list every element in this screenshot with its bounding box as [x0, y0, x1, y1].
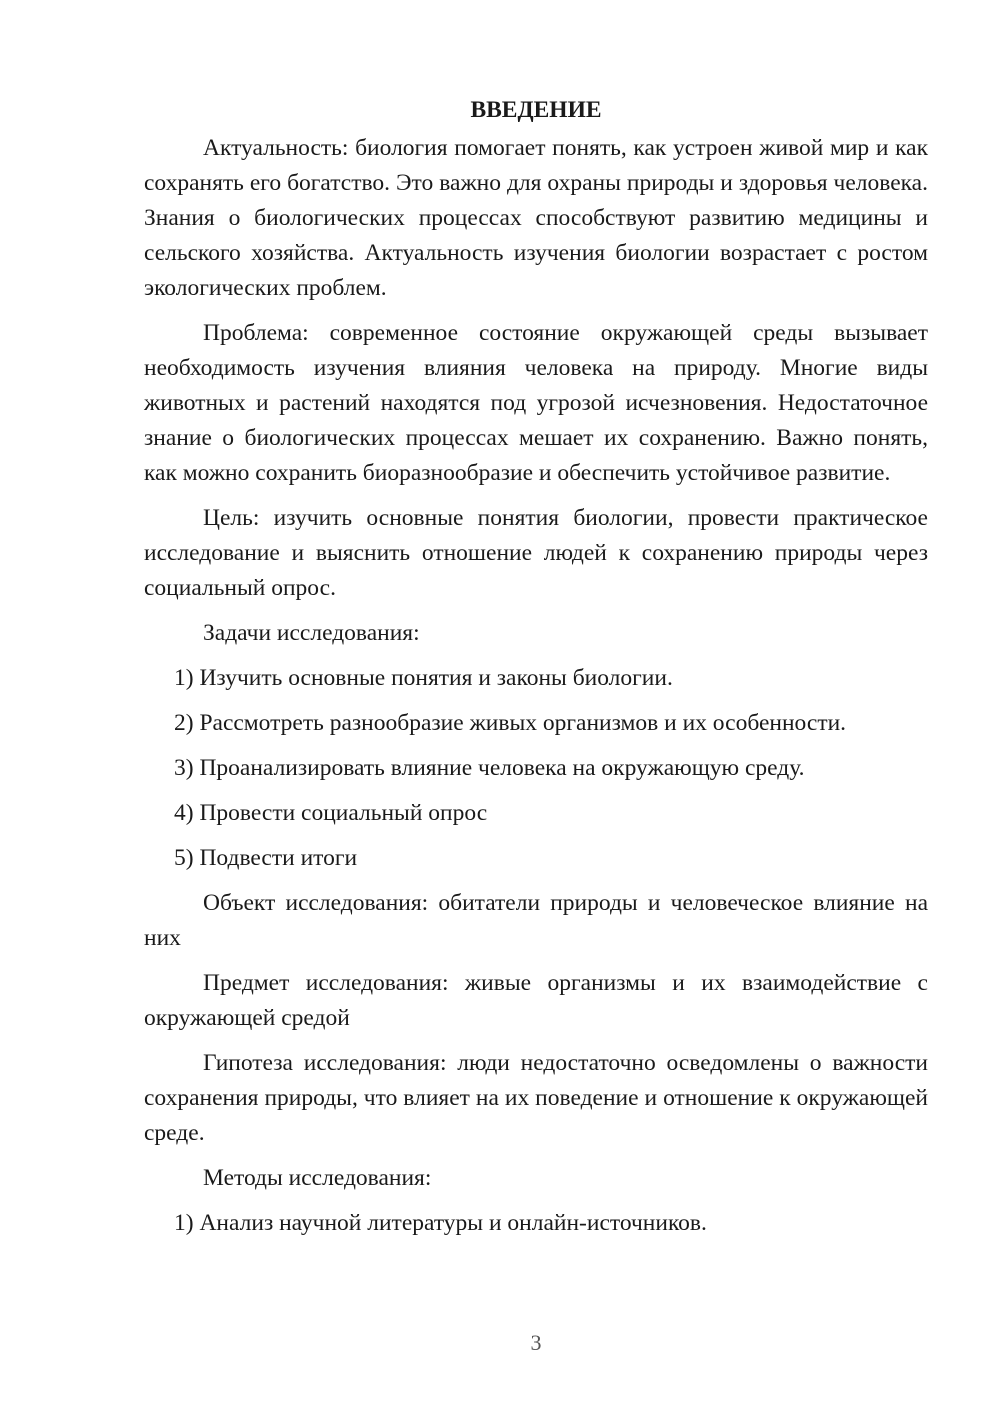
page-content	[144, 93, 928, 1241]
relevance-paragraph: Актуальность: биология помогает понять, как устроен живой мир и как сохранять его богатство. Это важно для охраны природы и здоровья человека. Знания о биологических процессах способствуют развитию медицины и сельского хозяйства. Актуальность изучения биологии возрастает с ростом экологических проблем.	[144, 135, 928, 301]
goal-paragraph: Цель: изучить основные понятия биологии, провести практическое исследование и выяснить отношение людей к сохранению природы через социальный опрос.	[144, 505, 928, 601]
subject-paragraph: Предмет исследования: живые организмы и их взаимодействие с окружающей средой	[144, 970, 928, 1031]
task-item-5: 5) Подвести итоги	[174, 845, 358, 871]
task-item-3: 3) Проанализировать влияние человека на окружающую среду.	[174, 755, 805, 781]
hypothesis-paragraph: Гипотеза исследования: люди недостаточно осведомлены о важности сохранения природы, что влияет на их поведение и отношение к окружающей среде.	[144, 1050, 928, 1146]
task-item-1: 1) Изучить основные понятия и законы биологии.	[174, 665, 673, 691]
task-item-2: 2) Рассмотреть разнообразие живых организмов и их особенности.	[174, 710, 847, 736]
object-paragraph: Объект исследования: обитатели природы и человеческое влияние на них	[144, 890, 928, 951]
page-number: 3	[530, 1330, 542, 1355]
method-item-1: 1) Анализ научной литературы и онлайн-источников.	[174, 1210, 707, 1236]
section-title: ВВЕДЕНИЕ	[470, 97, 602, 123]
problem-paragraph: Проблема: современное состояние окружающей среды вызывает необходимость изучения влияния человека на природу. Многие виды животных и растений находятся под угрозой исчезновения. Недостаточное знание о биологических процессах мешает их сохранению. Важно понять, как можно сохранить биоразнообразие и обеспечить устойчивое развитие.	[144, 320, 928, 486]
methods-heading: Методы исследования:	[203, 1165, 432, 1191]
tasks-heading: Задачи исследования:	[203, 620, 420, 646]
task-item-4: 4) Провести социальный опрос	[174, 800, 488, 826]
